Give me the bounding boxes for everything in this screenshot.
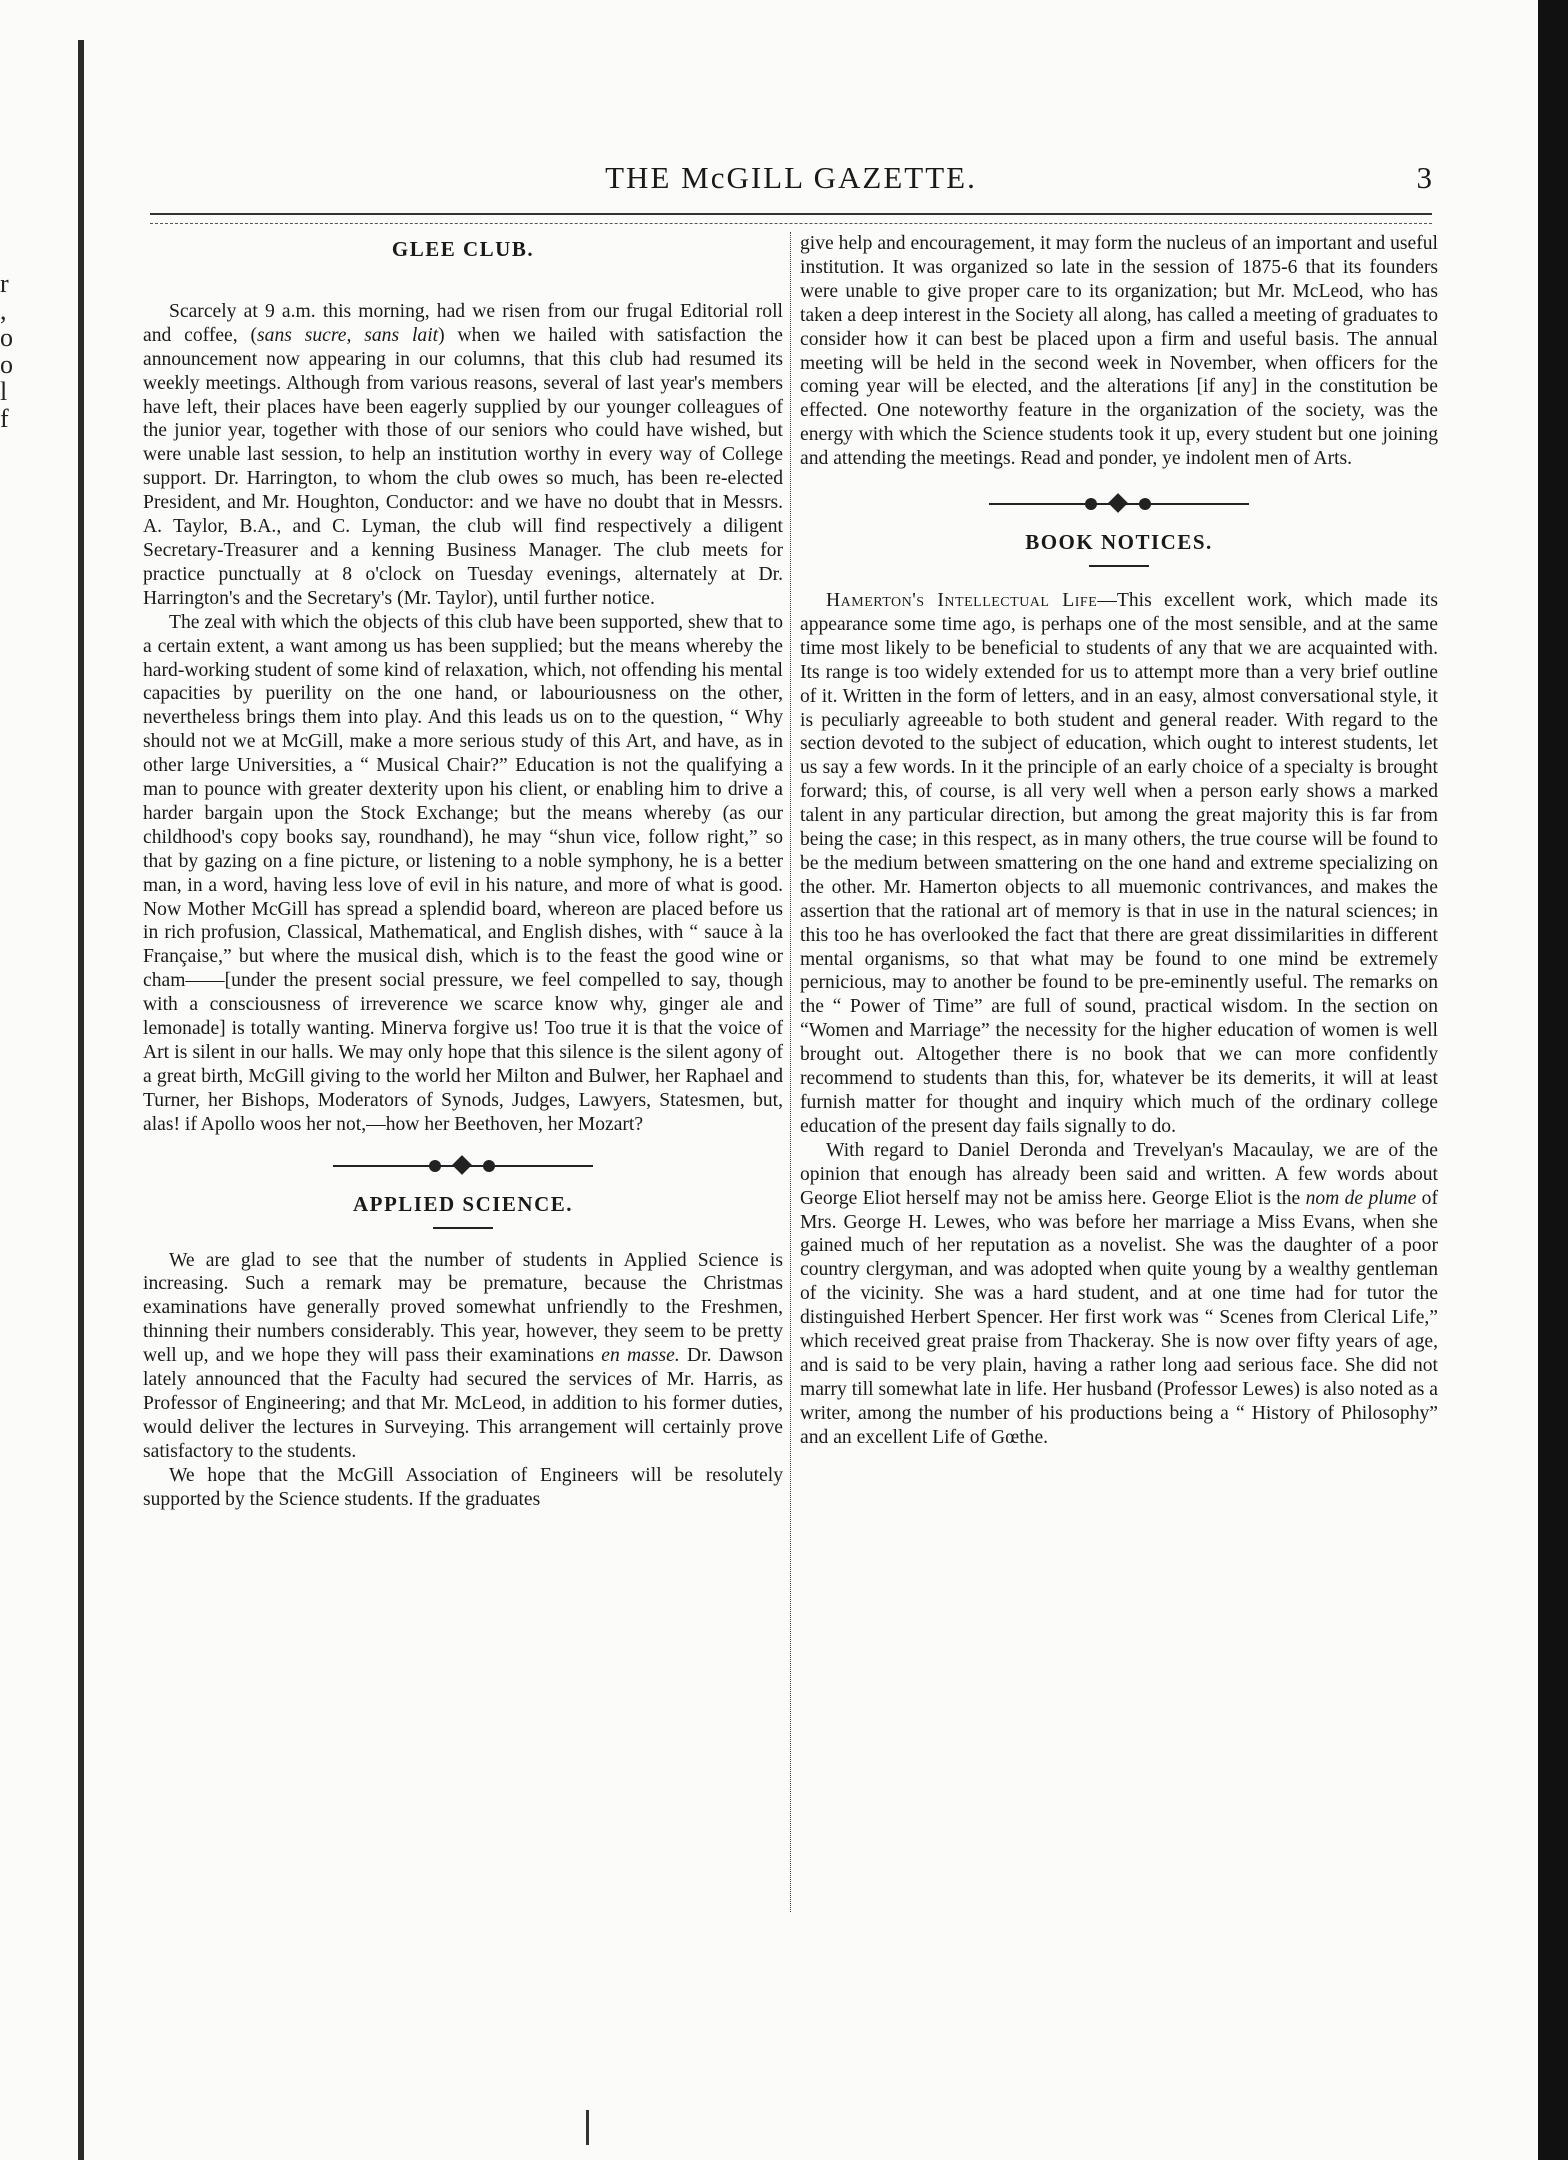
margin-letter: f <box>0 404 9 433</box>
text-run: Scarcely at 9 a.m. this morning, had we risen from our frugal Editorial roll and coffee, ( <box>143 300 783 346</box>
header-rule <box>150 213 1432 224</box>
page-number: 3 <box>1416 160 1432 195</box>
ornament-diamond <box>452 1155 472 1175</box>
heading-rule <box>433 272 493 286</box>
margin-letter: r <box>0 269 9 298</box>
running-header <box>150 160 1432 200</box>
ornament-dot <box>1085 498 1097 510</box>
book-notices-paragraph-1 <box>800 589 1438 1139</box>
scan-dark-edge <box>1538 0 1568 2160</box>
italic-text: en masse. <box>601 1345 680 1367</box>
margin-fragments <box>0 270 14 432</box>
italic-text: nom de plume <box>1305 1187 1417 1209</box>
ornament-dot <box>1139 498 1151 510</box>
publication-title: THE McGILL GAZETTE. <box>605 160 977 195</box>
applied-science-paragraph-1 <box>143 1249 783 1464</box>
left-column <box>143 232 783 1512</box>
text-run: With regard to Daniel Deronda and Trevelyan's Macaulay, we are of the opinion that enough has already been said and written. A few words about George Eliot herself may not be amiss here. George Eliot is the <box>800 1139 1438 1209</box>
text-run: —This excellent work, which made its appearance some time ago, is perhaps one of the most sensible, and at the same time most likely to be beneficial to students of any that we are acquainted with. Its range is too widely extended for us to attempt more than a very brief outline of it. Written in the form of letters, and in an easy, almost conversational style, it is peculiarly agreeable to both student and general reader. With regard to the section devoted to the subject of education, which ought to interest students, let us say a few words. In it the principle of an early choice of a specialty is brought forward; this, of course, is all very well when a person early shows a marked talent in any particular direction, but among the great majority this is far from being the case; in this respect, as in many others, the true course will be found to be the medium between smattering on the one hand and extreme specializing on the other. Mr. Hamerton objects to all muemonic contrivances, and makes the assertion that the rational art of memory is that in use in the natural sciences; in this too he has overlooked the fact that there are great dissimilarities in different mental organisms, so that what may be found to one mind be extremely pernicious, may to another be found to be pre-eminently useful. The remarks on the “ Power of Time” are full of sound, practical wisdom. In the section on “Women and Marriage” the necessity for the higher education of women is well brought out. Altogether there is no book that we can more confidently recommend to students than this, for, whatever be its demerits, it will at least furnish matter for thought and inquiry which much of the ordinary college education of the present day fails signally to do. <box>800 589 1438 1137</box>
italic-text: sans sucre, sans lait <box>257 324 439 346</box>
right-column <box>800 232 1438 1450</box>
column-divider <box>790 232 792 1912</box>
book-notices-heading: BOOK NOTICES. <box>1025 530 1213 555</box>
book-notices-paragraph-2 <box>800 1139 1438 1450</box>
ornament-dot <box>429 1160 441 1172</box>
ornament-dot <box>483 1160 495 1172</box>
text-run: of Mrs. George H. Lewes, who was before her marriage a Miss Evans, when she gained much of her reputation as a novelist. She was the daughter of a poor country clergyman, and was adopted when quite young by a wealthy gentleman of the vicinity. She was a hard student, and at one time had for tutor the distinguished Herbert Spencer. Her first work was “ Scenes from Clerical Life,” which received great praise from Thackeray. She is now over fifty years of age, and is said to be very plain, having a rather long aad serious face. She did not marry till somewhat late in life. Her husband (Professor Lewes) is also noted as a writer, among the number of his productions being a “ History of Philosophy” and an excellent Life of Gœthe. <box>800 1187 1438 1448</box>
text-run: Dr. Dawson lately announced that the Faculty had secured the services of Mr. Harris, as Professor of Engineering; and that Mr. McLeod, in addition to his former duties, would deliver the lectures in Surveying. This arrangement will certainly prove satisfactory to the students. <box>143 1345 783 1462</box>
glee-club-paragraph-1 <box>143 300 783 611</box>
section-ornament <box>989 495 1249 513</box>
binding-edge <box>78 40 84 2160</box>
glee-club-heading: GLEE CLUB. <box>391 237 535 261</box>
text-run: We are glad to see that the number of students in Applied Science is increasing. Such a remark may be premature, because the Christmas examinations have generally proved somewhat unfriendly to the Freshmen, thinning their numbers considerably. This year, however, they seem to be pretty well up, and we hope they will pass their examinations <box>143 1249 783 1367</box>
applied-science-continuation: give help and encouragement, it may form the nucleus of an important and useful institution. It was organized so late in the session of 1875-6 that its founders were unable to give proper care to its organization; but Mr. McLeod, who has taken a deep interest in the Society all along, has called a meeting of graduates to consider how it can best be placed upon a firm and useful basis. The annual meeting will be held in the second week in November, when officers for the coming year will be elected, and the alterations [if any] in the constitution be effected. One noteworthy feature in the organization of the society, was the energy with which the Science students took it up, every student but one joining and attending the meetings. Read and ponder, ye indolent men of Arts. <box>800 233 1438 470</box>
applied-science-paragraph-2: We hope that the McGill Association of Engineers will be resolutely supported by the Science students. If the graduates <box>143 1464 783 1510</box>
applied-science-heading: APPLIED SCIENCE. <box>352 1191 574 1216</box>
ornament-diamond <box>1108 493 1128 513</box>
margin-letter: o <box>0 350 13 379</box>
scan-artifact-mark <box>586 2110 589 2145</box>
margin-letter: l <box>0 377 8 406</box>
margin-letter: , <box>0 296 7 325</box>
text-run: ) when we hailed with satisfaction the announcement now appearing in our columns, that this club had resumed its weekly meetings. Although from various reasons, several of last year's members have left, their places have been eagerly supplied by our younger colleagues of the junior year, together with those of our seniors who could have wished, but were unable last session, to help an institution worthy in every way of College support. Dr. Harrington, to whom the club owes so much, has been re-elected President, and Mr. Houghton, Conductor: and we have no doubt that in Messrs. A. Taylor, B.A., and C. Lyman, the club will find respectively a diligent Secretary-Treasurer and a kenning Business Manager. The club meets for practice punctually at 8 o'clock on Tuesday evenings, alternately at Dr. Harrington's and the Secretary's (Mr. Taylor), until further notice. <box>143 324 784 609</box>
book-title-small-caps: Hamerton's Intellectual Life <box>826 589 1098 611</box>
glee-club-paragraph-2: The zeal with which the objects of this club have been supported, shew that to a certain extent, a want among us has been supplied; but the means whereby the hard-working student of some kind of relaxation, which, not offending his mental capacities by puerility on the one hand, or labouriousness on the other, nevertheless brings them into play. And this leads us on to the question, “ Why should not we at McGill, make a more serious study of this Art, and have, as in other large Universities, a “ Musical Chair?” Education is not the qualifying a man to pounce with greater dexterity upon his client, or enabling him to drive a harder bargain upon the Stock Exchange; but the means whereby (as our childhood's copy books say, roundhand), he may “shun vice, follow right,” so that by gazing on a fine picture, or listening to a noble symphony, he is a better man, in a word, having less love of evil in his nature, and more of what is good. Now Mother McGill has spread a splendid board, whereon are placed before us in rich profusion, Classical, Mathematical, and English dishes, with “ sauce à la Française,” but where the musical dish, which is to the feast the good wine or cham——[under the present social pressure, we feel compelled to say, though with a consciousness of irreverence we scarce know why, ginger ale and lemonade] is totally wanting. Minerva forgive us! Too true it is that the voice of Art is silent in our halls. We may only hope that this silence is the silent agony of a great birth, McGill giving to the world her Milton and Bulwer, her Raphael and Turner, her Bishops, Moderators of Synods, Judges, Lawyers, Statesmen, but, alas! if Apollo woos her not,—how her Beethoven, her Mozart? <box>143 611 783 1135</box>
margin-letter: o <box>0 323 13 352</box>
section-ornament <box>333 1157 593 1175</box>
